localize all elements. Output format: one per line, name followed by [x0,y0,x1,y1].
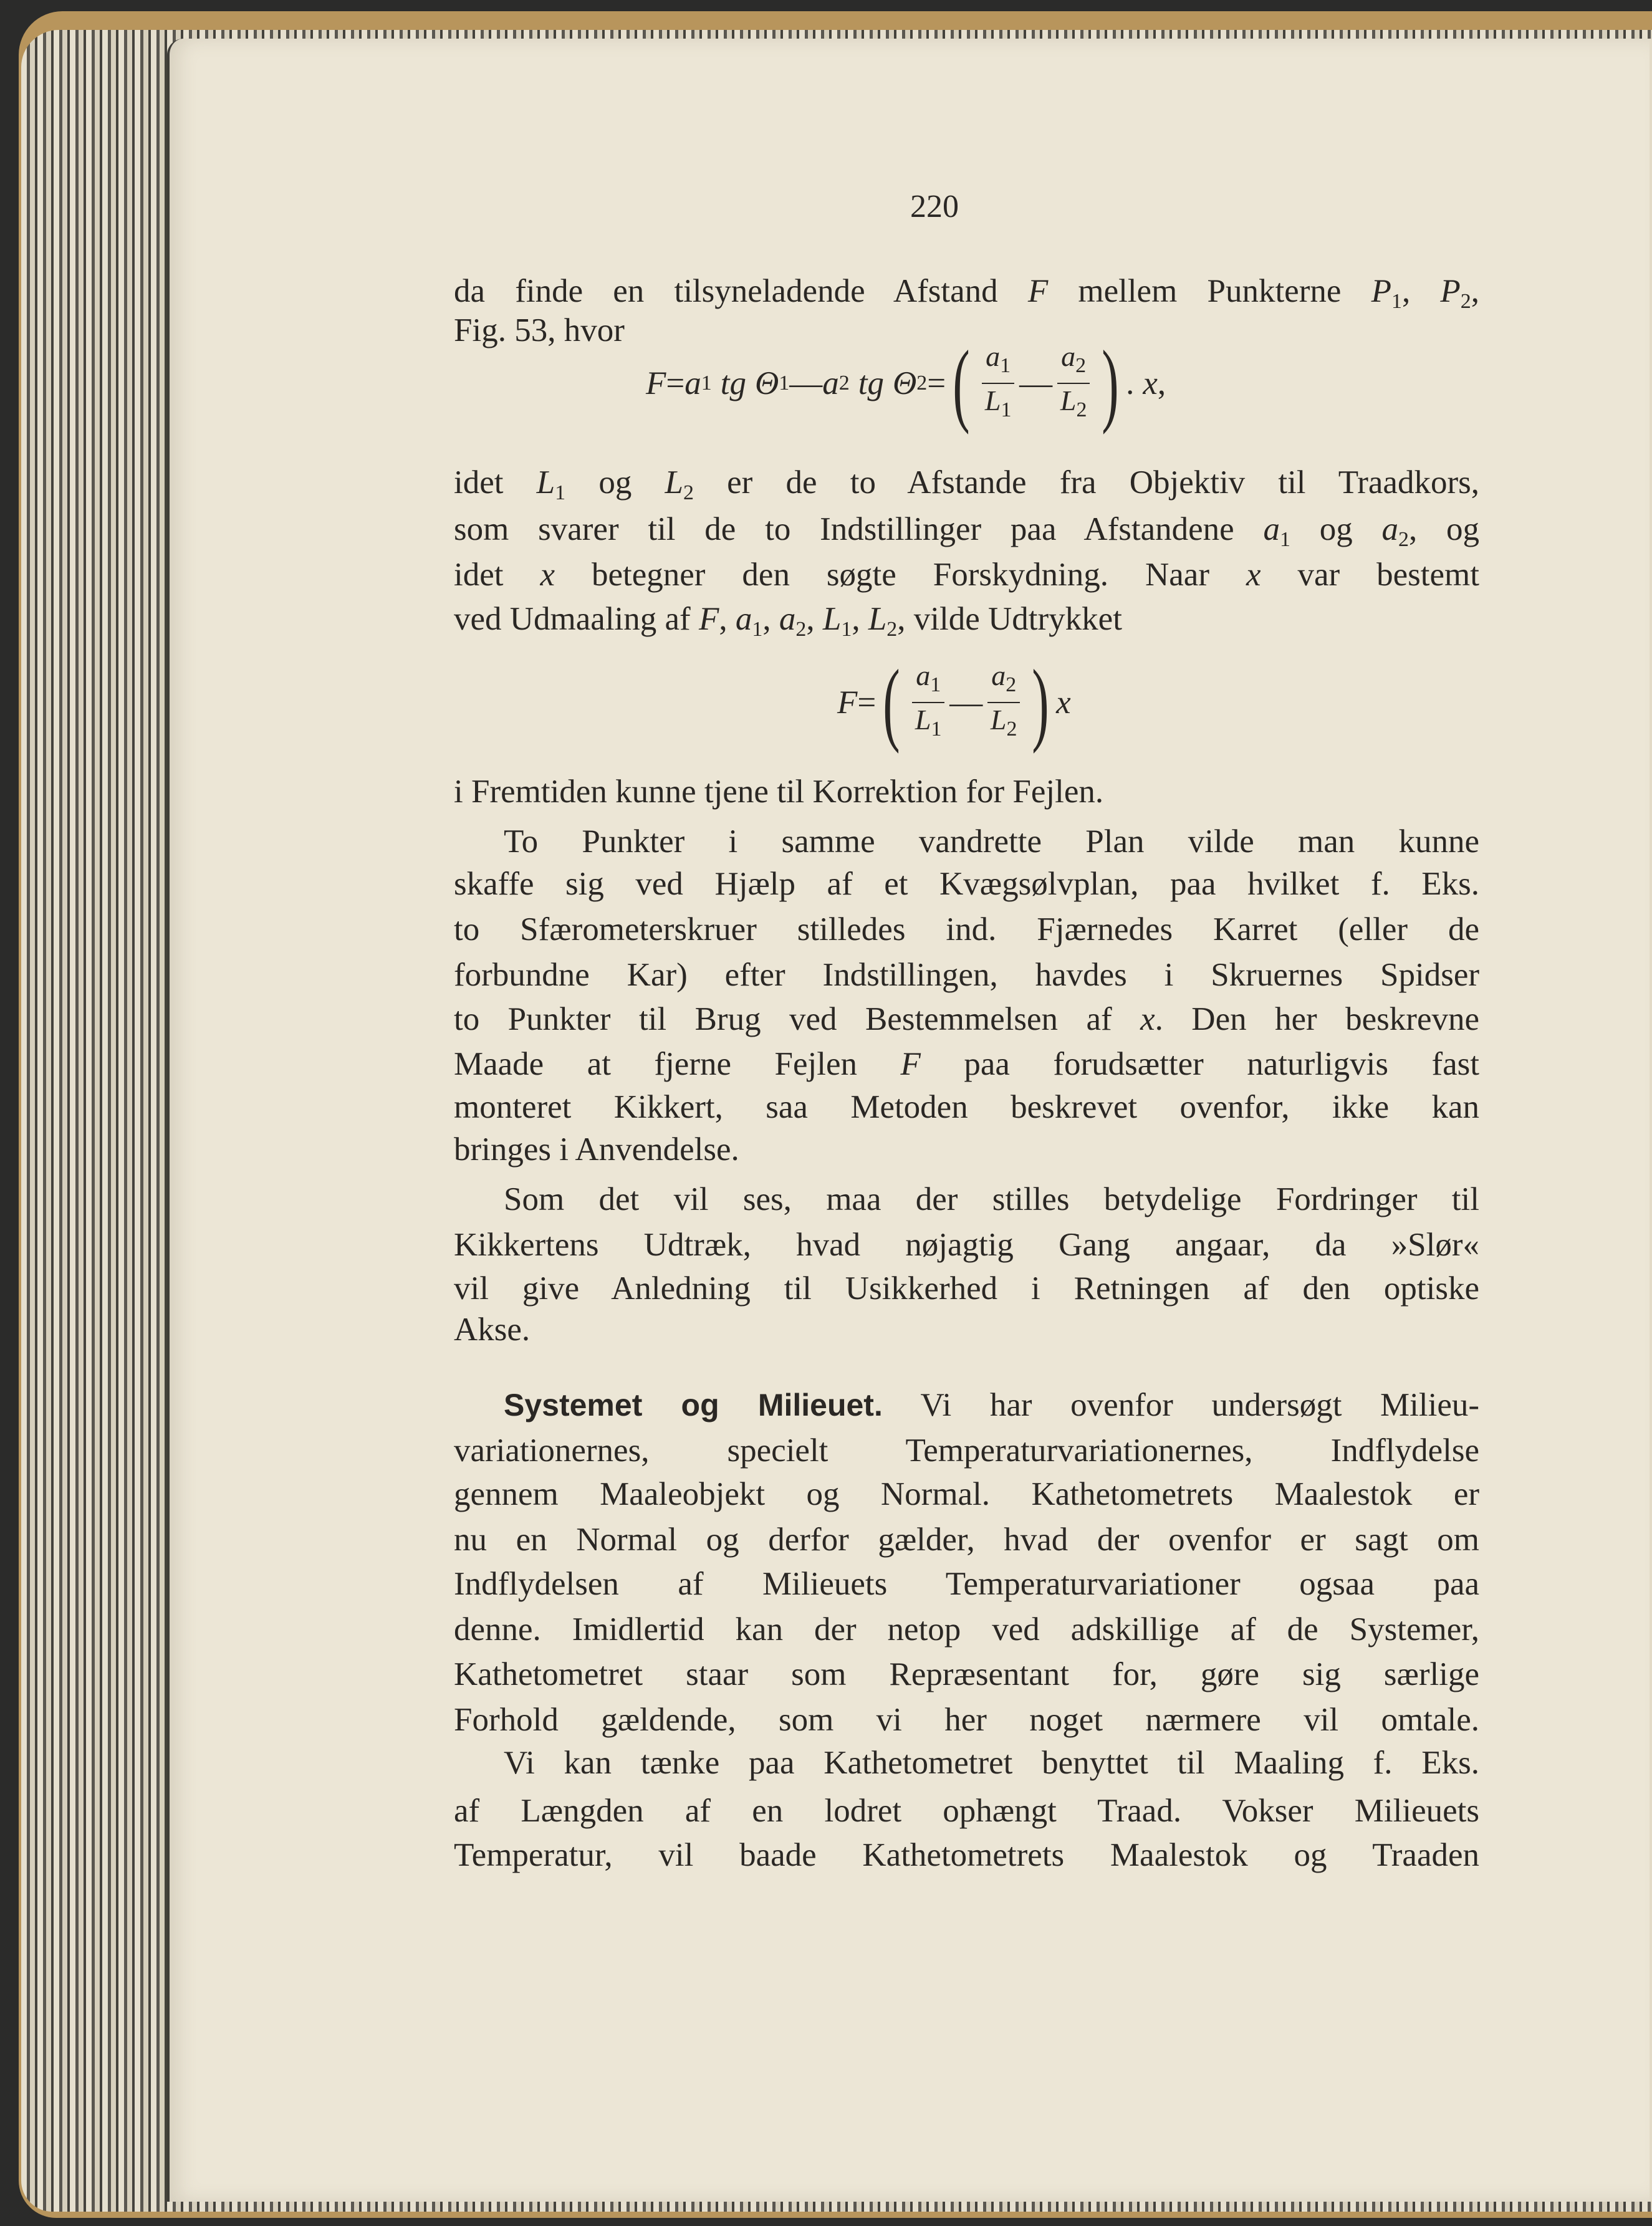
math-variable: x [1140,1001,1155,1037]
formula-paren: ( [883,651,900,754]
math-variable: L [665,464,683,501]
math-variable: P [1440,273,1461,309]
math-subscript: 2 [1398,528,1409,551]
formula-correction [837,651,1071,754]
text-line: Maade at fjerne Fejlen F paa forudsætter naturligvis fast [454,1046,1479,1082]
fraction [982,340,1014,427]
formula-subscript: 2 [1006,673,1017,696]
formula-subscript: 1 [1001,398,1012,421]
text-line: Kikkertens Udtræk, hvad nøjagtig Gang angaar, da »Slør« [454,1227,1479,1263]
text-line: to Punkter til Brug ved Bestemmelsen af x. Den her beskrevne [454,1001,1479,1037]
math-subscript: 1 [841,618,852,641]
formula-subscript: 2 [838,372,850,395]
text-line: denne. Imidlertid kan der netop ved adskillige af de Systemer, [454,1611,1479,1648]
formula-paren: ) [1102,332,1119,435]
math-subscript: 2 [1460,290,1471,313]
section-heading-line: Systemet og Milieuet. Vi har ovenfor undersøgt Milieu- [504,1387,1480,1423]
text-line: Temperatur, vil baade Kathetometrets Maalestok og Traaden [454,1837,1479,1873]
text-line: To Punkter i samme vandrette Plan vilde man kunne [504,823,1479,860]
formula-symbol: = [666,365,685,401]
formula-symbol: — [949,684,983,721]
math-variable: F [698,601,719,637]
math-variable: x [540,557,555,593]
numerator: a [1061,340,1076,372]
text-line: Som det vil ses, maa der stilles betydelige Fordringer til [504,1181,1479,1217]
formula-symbol: F [646,365,666,401]
denominator: L [984,385,1001,416]
formula-subscript: 1 [930,673,941,696]
section-heading: Systemet og Milieuet. [504,1388,883,1422]
text-line: forbundne Kar) efter Indstillingen, havdes i Skruernes Spidser [454,957,1479,993]
text-line: da finde en tilsyneladende Afstand F mellem Punkterne $P_1$, $P_2$, [454,273,1479,313]
text-line: idet $L_1$ og $L_2$ er de to Afstande fra Objektiv til Traadkors, [454,464,1479,504]
text-line: monteret Kikkert, saa Metoden beskrevet ovenfor, ikke kan [454,1089,1479,1125]
formula-symbol: tg [858,365,885,401]
text-line: gennem Maaleobjekt og Normal. Kathetometrets Maalestok er [454,1476,1479,1512]
formula-symbol: — [789,365,823,401]
numerator: a [986,340,1001,372]
formula-subscript: 1 [1000,354,1011,377]
text-line: Vi kan tænke paa Kathetometret benyttet til Maaling f. Eks. [504,1745,1479,1781]
math-variable: L [536,464,555,501]
text-line: Fig. 53, hvor [454,312,625,348]
page-edge [1650,39,1652,2202]
text-line: ved Udmaaling af F, $a_1$, $a_2$, $L_1$, $L_2$, vilde Udtrykket [454,601,1122,641]
math-subscript: 1 [555,481,566,504]
text-line: to Sfærometerskruer stilledes ind. Fjærnedes Karret (eller de [454,911,1479,947]
formula-symbol: = [927,365,946,401]
formula-symbol: x [1056,684,1071,721]
text-line: i Fremtiden kunne tjene til Korrektion for Fejlen. [454,774,1104,810]
math-variable: P [1371,273,1391,309]
fraction [912,659,944,746]
fraction [1057,340,1090,427]
formula-paren: ( [953,332,970,435]
text-line: Indflydelsen af Milieuets Temperaturvariationer ogsaa paa [454,1566,1479,1602]
formula-symbol: a [822,365,839,401]
math-variable: a [779,601,796,637]
text-line: Akse. [454,1312,531,1348]
denominator: L [990,704,1007,736]
math-subscript: 2 [683,481,694,504]
math-variable: x [1246,557,1261,593]
formula-subscript: 2 [1006,717,1017,741]
math-variable: F [1027,273,1049,309]
math-variable: F [900,1046,921,1082]
formula-subscript: 1 [931,717,942,741]
formula-symbol: . [1126,365,1135,401]
math-variable: a [1381,511,1398,547]
math-subscript: 1 [1279,528,1290,551]
denominator: L [1060,385,1077,416]
formula-apparent-distance [646,332,1166,435]
formula-symbol: tg [720,365,746,401]
formula-symbol: = [857,684,876,721]
text-line: vil give Anledning til Usikkerhed i Retningen af den optiske [454,1270,1479,1307]
formula-symbol: a [684,365,701,401]
formula-symbol: Θ [755,365,779,401]
formula-subscript: 1 [701,372,712,395]
numerator: a [991,660,1006,691]
fraction [987,659,1020,746]
formula-subscript: 2 [1076,398,1087,421]
text-line: nu en Normal og derfor gælder, hvad der ovenfor er sagt om [454,1522,1479,1558]
page-number: 220 [910,189,959,224]
formula-subscript: 2 [916,372,928,395]
formula-subscript: 2 [1075,354,1087,377]
formula-symbol: , [1157,365,1166,401]
text-line: variationernes, specielt Temperaturvariationernes, Indflydelse [454,1432,1479,1469]
math-variable: L [868,601,887,637]
math-subscript: 2 [795,618,807,641]
text-line: Forhold gældende, som vi her noget nærmere vil omtale. [454,1702,1479,1738]
math-variable: a [1263,511,1280,547]
math-subscript: 2 [886,618,898,641]
formula-paren: ) [1032,651,1049,754]
text-line: bringes i Anvendelse. [454,1131,739,1168]
text-line: idet x betegner den søgte Forskydning. Naar x var bestemt [454,557,1479,593]
text-line: af Længden af en lodret ophængt Traad. Vokser Milieuets [454,1793,1479,1829]
text-line: Kathetometret staar som Repræsentant for, gøre sig særlige [454,1656,1479,1692]
text-line: som svarer til de to Indstillinger paa Afstandene $a_1$ og $a_2$, og [454,511,1480,551]
formula-symbol: F [837,684,858,721]
math-subscript: 1 [1391,290,1402,313]
math-variable: a [735,601,752,637]
math-variable: L [822,601,842,637]
formula-symbol: — [1019,365,1053,401]
formula-symbol: x [1143,365,1158,401]
formula-symbol: Θ [893,365,917,401]
numerator: a [916,660,931,691]
formula-subscript: 1 [779,372,790,395]
denominator: L [915,704,931,736]
text-line: skaffe sig ved Hjælp af et Kvægsølvplan, paa hvilket f. Eks. [454,866,1479,902]
math-subscript: 1 [752,618,763,641]
